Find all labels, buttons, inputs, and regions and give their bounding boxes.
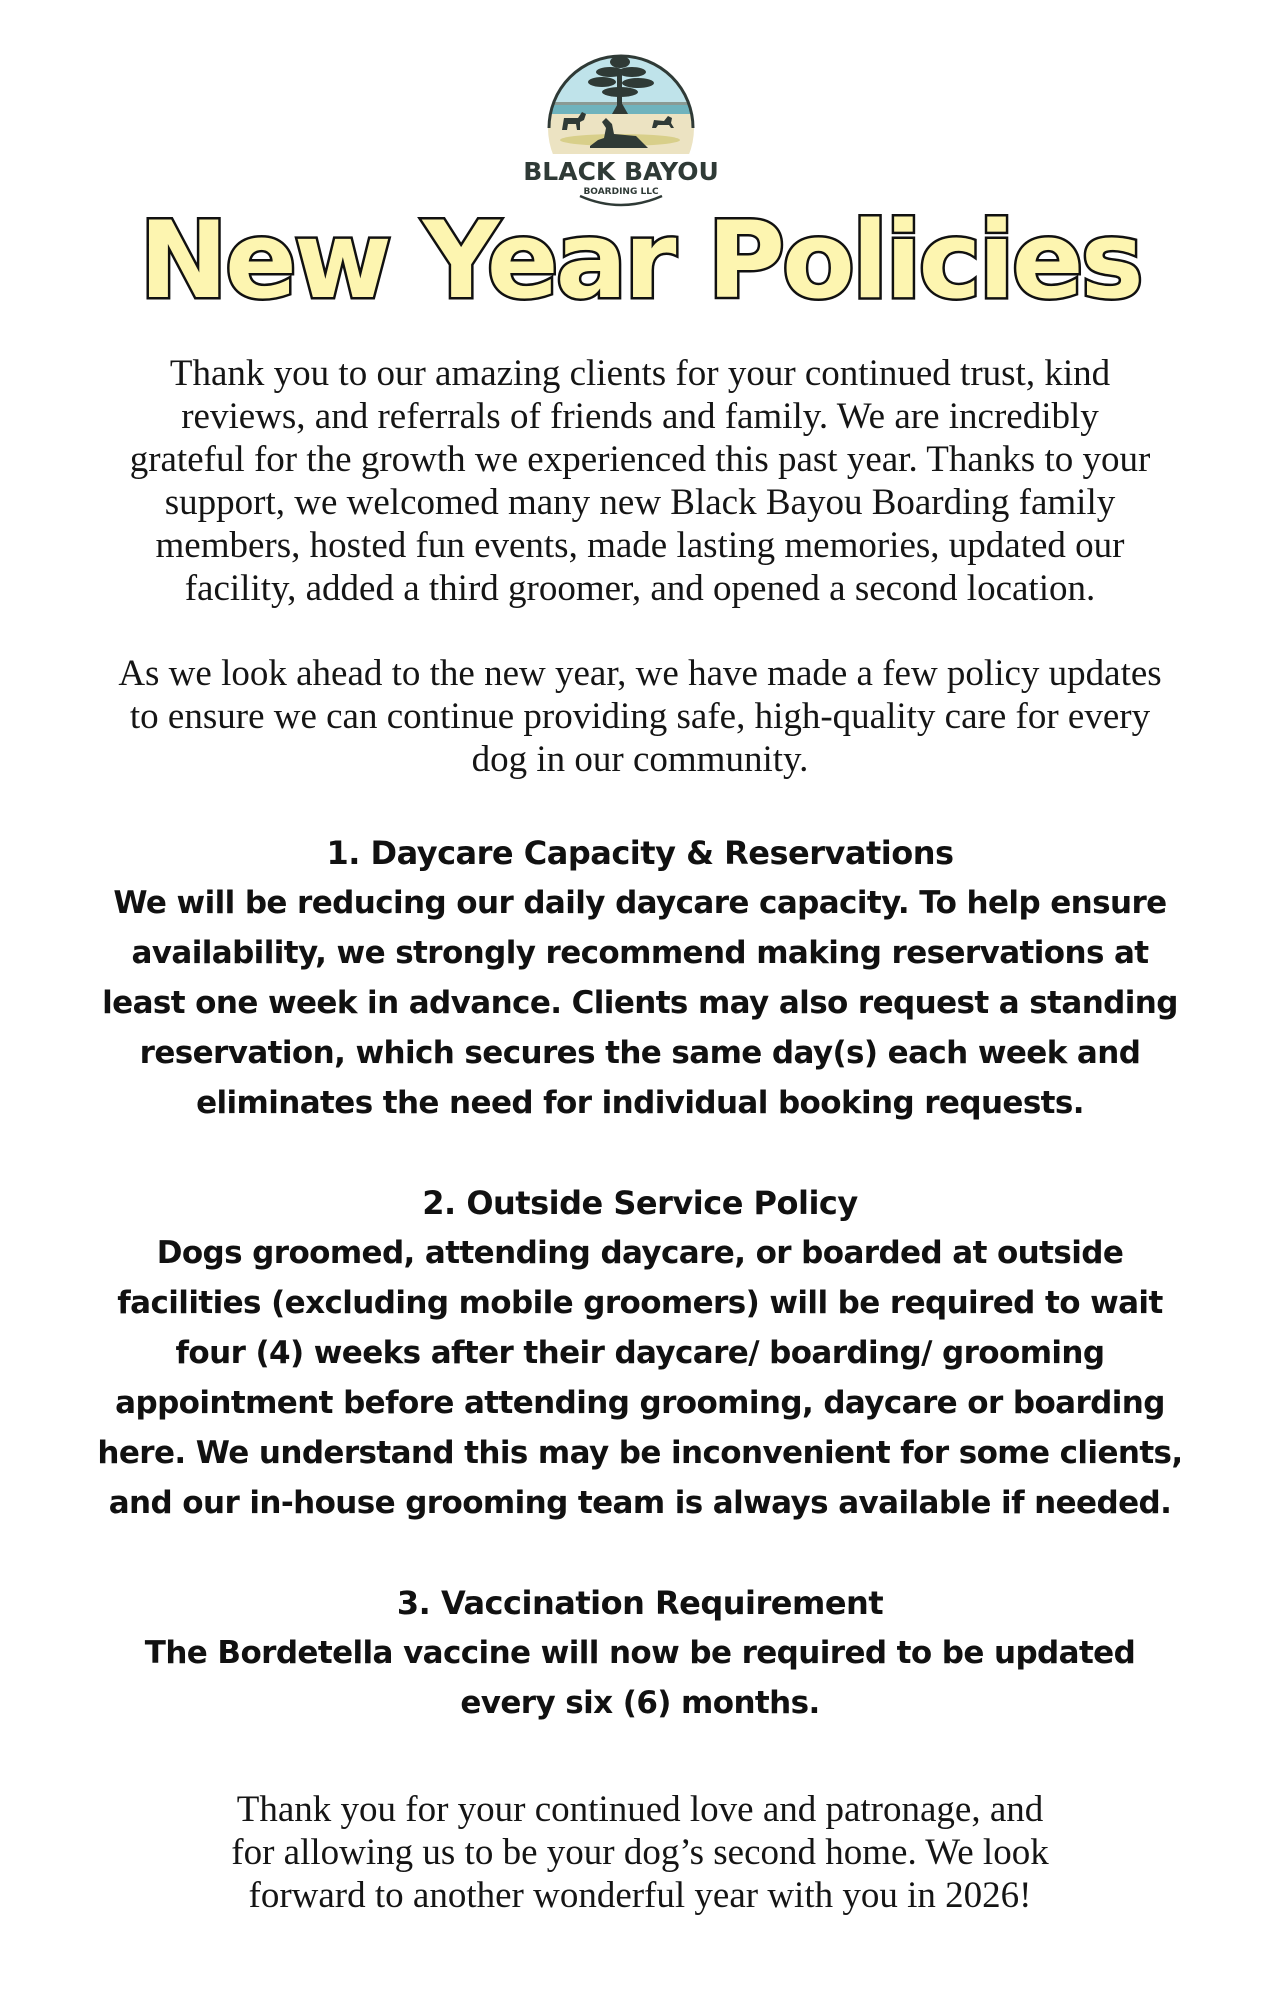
page-title: New Year Policies bbox=[139, 199, 1141, 322]
company-logo bbox=[523, 48, 719, 210]
intro-line: As we look ahead to the new year, we have made a few policy updates bbox=[118, 653, 1162, 694]
policy-line: Dogs groomed, attending daycare, or boarded at outside bbox=[156, 1235, 1124, 1271]
intro-line: Thank you to our amazing clients for your continued trust, kind bbox=[169, 353, 1111, 394]
logo-wordmark: BLACK BAYOU bbox=[523, 157, 719, 186]
policy-line: facilities (excluding mobile groomers) will be required to wait bbox=[117, 1285, 1163, 1321]
policy-heading: 2. Outside Service Policy bbox=[422, 1184, 858, 1222]
closing-line: Thank you for your continued love and patronage, and bbox=[236, 1789, 1044, 1830]
intro-line: reviews, and referrals of friends and family. We are incredibly bbox=[181, 396, 1099, 437]
logo-emblem-icon bbox=[523, 48, 719, 210]
intro-line: facility, added a third groomer, and opened a second location. bbox=[184, 568, 1096, 609]
policy-daycare-capacity bbox=[20, 828, 1260, 1128]
policy-heading: 3. Vaccination Requirement bbox=[396, 1584, 884, 1622]
policy-line: every six (6) months. bbox=[460, 1685, 820, 1721]
policy-line: reservation, which secures the same day(s) each week and bbox=[139, 1035, 1141, 1071]
closing-line: forward to another wonderful year with you in 2026! bbox=[248, 1875, 1032, 1916]
policy-line: The Bordetella vaccine will now be required to be updated bbox=[144, 1635, 1136, 1671]
policy-vaccination bbox=[20, 1578, 1260, 1728]
intro-line: members, hosted fun events, made lasting memories, updated our bbox=[155, 525, 1125, 566]
policy-line: four (4) weeks after their daycare/ boarding/ grooming bbox=[175, 1335, 1105, 1371]
policy-line: appointment before attending grooming, daycare or boarding bbox=[115, 1385, 1165, 1421]
intro-paragraph-2 bbox=[20, 652, 1260, 781]
policy-line: availability, we strongly recommend making reservations at bbox=[131, 935, 1149, 971]
policy-outside-service bbox=[20, 1178, 1260, 1528]
intro-line: grateful for the growth we experienced this past year. Thanks to your bbox=[129, 439, 1151, 480]
policy-line: here. We understand this may be inconvenient for some clients, bbox=[97, 1435, 1183, 1471]
closing-line: for allowing us to be your dog’s second home. We look bbox=[231, 1832, 1049, 1873]
policy-line: and our in-house grooming team is always available if needed. bbox=[108, 1485, 1172, 1521]
policy-line: We will be reducing our daily daycare capacity. To help ensure bbox=[113, 885, 1167, 921]
policy-line: eliminates the need for individual booking requests. bbox=[196, 1085, 1084, 1121]
intro-line: to ensure we can continue providing safe, high-quality care for every bbox=[129, 696, 1151, 737]
closing-paragraph bbox=[20, 1788, 1260, 1917]
policy-line: least one week in advance. Clients may also request a standing bbox=[102, 985, 1178, 1021]
intro-line: dog in our community. bbox=[471, 739, 809, 780]
logo-subtitle: BOARDING LLC bbox=[583, 187, 659, 197]
policy-heading: 1. Daycare Capacity & Reservations bbox=[326, 834, 954, 872]
intro-paragraph-1 bbox=[20, 352, 1260, 610]
intro-line: support, we welcomed many new Black Bayou Boarding family bbox=[164, 482, 1116, 523]
